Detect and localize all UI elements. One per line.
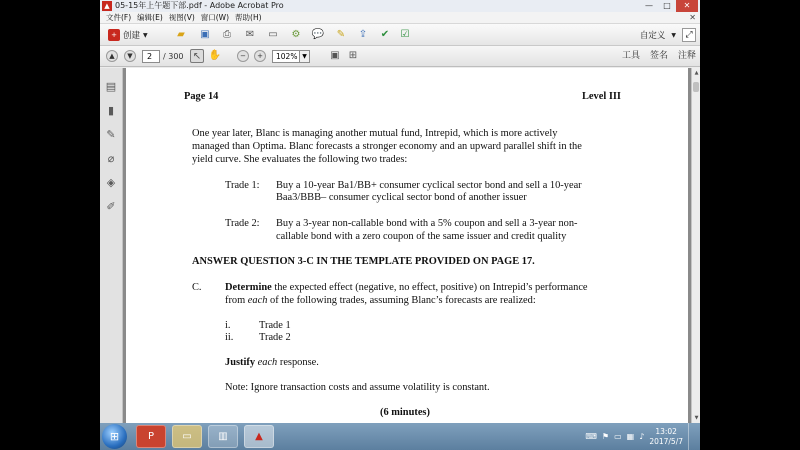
each-emphasis: each <box>247 295 268 306</box>
display-icon[interactable]: ▭ <box>614 432 622 441</box>
note-line: Note: Ignore transaction costs and assume volatility is constant. <box>225 382 490 393</box>
page-header-right: Level III <box>582 91 621 102</box>
trade1-line-2: Baa3/BBB– consumer cyclical sector bond of another issuer <box>276 192 527 203</box>
print-icon[interactable]: ⎙ <box>223 29 231 40</box>
list-item-text: Trade 2 <box>259 332 291 343</box>
intro-line-1: One year later, Blanc is managing another mutual fund, Intrepid, which is more actively <box>192 128 558 139</box>
email-icon[interactable]: ✉ <box>245 29 255 40</box>
question-line-1 <box>225 282 588 295</box>
document-area[interactable] <box>123 68 691 423</box>
clock-time: 13:02 <box>655 426 677 436</box>
tools-panel-button[interactable]: 工具 <box>621 51 640 61</box>
app-taskbar-icon[interactable]: ▥ <box>208 425 238 448</box>
chevron-down-icon: ▼ <box>143 31 148 39</box>
question-label: C. <box>192 282 202 293</box>
signatures-icon[interactable]: ✎ <box>106 128 116 141</box>
justify-each-emphasis: each <box>257 357 278 368</box>
list-item-text: Trade 1 <box>259 320 291 331</box>
question-line-1-rest: the expected effect (negative, no effect, positive) on Intrepid’s performance <box>271 282 588 293</box>
question-line-2-rest: of the following trades, assuming Blanc’s forecasts are realized: <box>267 295 536 306</box>
share-icon[interactable]: ⇪ <box>358 29 368 40</box>
scroll-up-icon[interactable]: ▲ <box>694 70 699 76</box>
intro-line-2: managed than Optima. Blanc forecasts a stronger economy and an upward parallel shift in the <box>192 141 582 152</box>
attachments-icon[interactable]: ⌀ <box>107 152 115 165</box>
menu-window[interactable]: 窗口(W) <box>200 13 230 22</box>
fit-width-icon[interactable]: ⊞ <box>348 50 358 61</box>
keyboard-icon[interactable]: ⌨ <box>585 432 597 441</box>
trade2-line-1: Buy a 3-year non-callable bond with a 5% coupon and sell a 3-year non- <box>276 218 578 229</box>
page-number-input[interactable]: 2 <box>142 50 160 63</box>
minimize-button[interactable]: — <box>645 1 653 10</box>
hand-tool-icon[interactable]: ✋ <box>208 50 222 61</box>
menu-edit[interactable]: 编辑(E) <box>137 13 163 22</box>
sign-check-icon[interactable]: ✔ <box>380 29 390 40</box>
start-button[interactable]: ⊞ <box>102 424 127 449</box>
intro-line-3: yield curve. She evaluates the following two trades: <box>192 154 408 165</box>
page-thumbnails-icon[interactable]: ▤ <box>105 80 117 93</box>
vertical-scrollbar[interactable] <box>691 68 700 423</box>
trade1-line-1: Buy a 10-year Ba1/BB+ consumer cyclical sector bond and sell a 10-year <box>276 180 582 191</box>
save-icon[interactable]: ▣ <box>200 29 210 40</box>
zoom-out-icon[interactable]: − <box>237 50 249 62</box>
trade2-label: Trade 2: <box>225 218 260 229</box>
acrobat-app-icon: ▲ <box>102 1 112 11</box>
acrobat-window <box>100 0 700 450</box>
main-toolbar <box>100 24 700 46</box>
minutes-label: (6 minutes) <box>380 407 430 418</box>
question-line-2-pre: from <box>225 295 248 306</box>
scrollbar-thumb[interactable] <box>693 82 699 92</box>
select-cursor-icon[interactable]: ↖ <box>190 49 204 63</box>
question-line-2 <box>225 295 536 308</box>
zoom-in-icon[interactable]: + <box>254 50 266 62</box>
open-folder-icon[interactable]: ▰ <box>177 29 185 40</box>
trade2-line-2: callable bond with a zero coupon of the same issuer and credit quality <box>276 231 567 242</box>
expand-icon[interactable]: ⤢ <box>682 28 696 42</box>
zoom-level-input[interactable]: 102% <box>272 50 300 63</box>
answer-instruction: ANSWER QUESTION 3-C IN THE TEMPLATE PROVIDED ON PAGE 17. <box>192 256 535 267</box>
show-desktop-button[interactable] <box>688 423 694 450</box>
justify-rest: response. <box>277 357 319 368</box>
highlight-icon[interactable]: ✎ <box>336 29 346 40</box>
window-title: 05-15年上午题下部.pdf - Adobe Acrobat Pro <box>115 1 284 10</box>
close-button[interactable]: ✕ <box>676 0 698 12</box>
volume-icon[interactable]: ♪ <box>639 432 645 441</box>
create-label: 创建 <box>123 31 141 41</box>
customize-label[interactable]: 自定义 <box>639 31 666 41</box>
explorer-folder-taskbar-icon[interactable]: ▭ <box>172 425 202 448</box>
sign-panel-button[interactable]: 签名 <box>649 51 668 61</box>
clock-date: 2017/5/7 <box>649 436 683 446</box>
next-page-icon[interactable]: ▼ <box>124 50 136 62</box>
pdf-page <box>126 68 688 423</box>
close-document-button[interactable]: ✕ <box>689 13 696 22</box>
determine-word: Determine <box>225 282 272 293</box>
page-header-left: Page 14 <box>184 91 219 102</box>
create-pdf-icon: + <box>108 29 120 41</box>
layers-icon[interactable]: ◈ <box>106 176 116 189</box>
system-tray <box>585 423 700 450</box>
network-icon[interactable]: ▦ <box>626 432 635 441</box>
previous-page-icon[interactable]: ▲ <box>106 50 118 62</box>
zoom-dropdown-icon[interactable]: ▼ <box>300 50 310 63</box>
comment-bubble-icon[interactable]: 💬 <box>311 29 325 40</box>
list-item-num: i. <box>225 320 231 331</box>
navigation-toolbar <box>100 46 700 67</box>
list-item-num: ii. <box>225 332 234 343</box>
menu-bar <box>100 12 700 24</box>
clock[interactable] <box>649 427 683 447</box>
flag-icon[interactable]: ⚑ <box>601 432 610 441</box>
bookmarks-icon[interactable]: ▮ <box>107 104 115 117</box>
title-bar <box>100 0 700 12</box>
navigation-pane <box>100 68 123 423</box>
menu-file[interactable]: 文件(F) <box>106 13 132 22</box>
windows-taskbar <box>100 423 700 450</box>
fit-page-icon[interactable]: ▣ <box>330 50 340 61</box>
content-edit-icon[interactable]: ✐ <box>106 200 116 213</box>
scroll-down-icon[interactable]: ▼ <box>694 415 699 421</box>
menu-view[interactable]: 视图(V) <box>168 13 195 22</box>
acrobat-taskbar-icon[interactable]: ▲ <box>244 425 274 448</box>
menu-help[interactable]: 帮助(H) <box>235 13 262 22</box>
mail-icon[interactable]: ▭ <box>268 29 278 40</box>
create-button[interactable] <box>108 28 148 42</box>
powerpoint-taskbar-icon[interactable]: P <box>136 425 166 448</box>
justify-word: Justify <box>225 357 256 368</box>
document-check-icon[interactable]: ☑ <box>400 29 410 40</box>
maximize-button[interactable]: □ <box>663 1 671 10</box>
comment-panel-button[interactable]: 注释 <box>677 51 696 61</box>
trade1-label: Trade 1: <box>225 180 260 191</box>
justify-line <box>225 357 319 370</box>
page-total: / 300 <box>163 52 184 61</box>
settings-gear-icon[interactable]: ⚙ <box>291 29 301 40</box>
chevron-down-icon[interactable]: ▼ <box>671 31 676 39</box>
